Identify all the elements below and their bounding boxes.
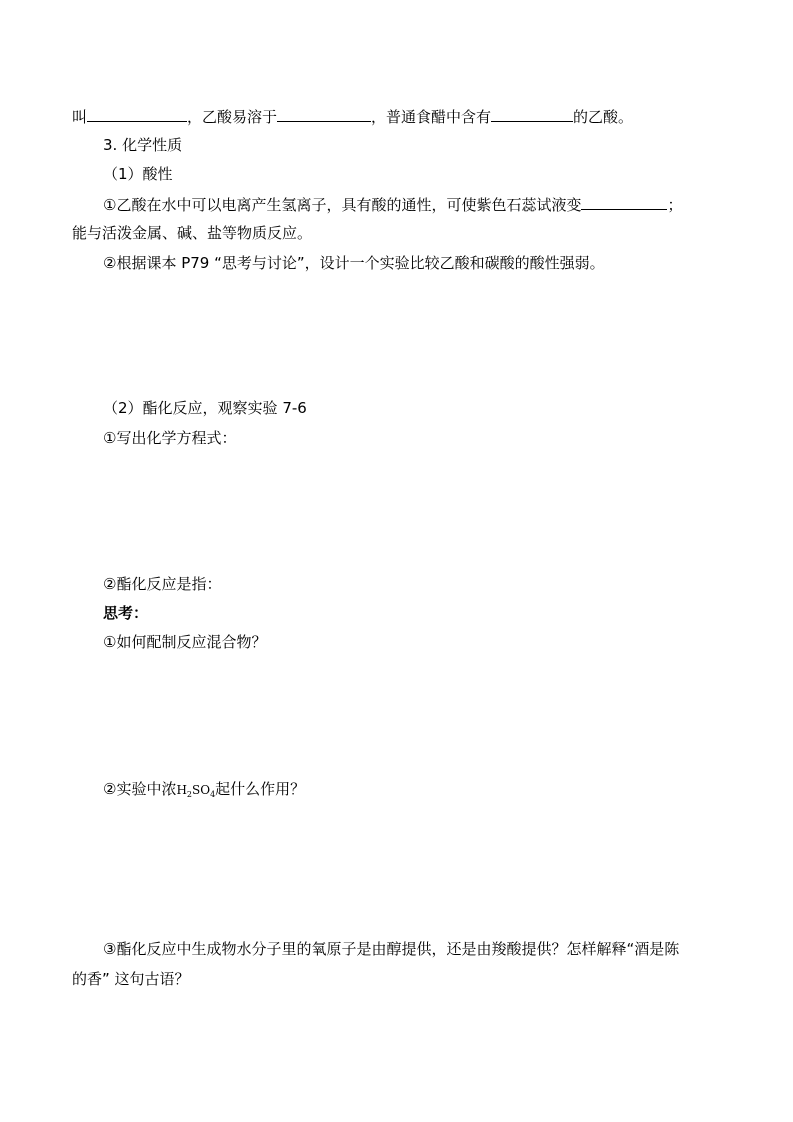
text-soluble: ，乙酸易溶于 — [187, 108, 278, 126]
text-vinegar: ，普通食醋中含有 — [371, 108, 492, 126]
ester-item-equation: ①写出化学方程式： — [103, 429, 237, 447]
answer-blank-2[interactable] — [277, 106, 371, 122]
formula-so: SO — [192, 783, 211, 797]
question-2 — [103, 779, 305, 805]
question-1: ①如何配制反应混合物？ — [103, 633, 267, 651]
subheading-esterification: （2）酯化反应，观察实验 7-6 — [103, 399, 307, 417]
acidity-item-2: ②根据课本 P79 “思考与讨论”，设计一个实验比较乙酸和碳酸的酸性强弱。 — [103, 254, 605, 272]
acidity-item-1-semicolon: ； — [667, 196, 683, 214]
acidity-item-1-text: ①乙酸在水中可以电离产生氢离子，具有酸的通性，可使紫色石蕊试液变 — [103, 196, 582, 214]
formula-sub-2: 2 — [186, 790, 193, 799]
answer-blank-1[interactable] — [87, 106, 187, 122]
answer-blank-3[interactable] — [491, 106, 573, 122]
answer-blank-4[interactable] — [581, 194, 667, 210]
think-label: 思考： — [103, 604, 149, 622]
question-3-line-2: 的香” 这句古语？ — [72, 970, 190, 988]
section-heading-chemical-properties: 3. 化学性质 — [103, 136, 183, 154]
text-jiao: 叫 — [72, 108, 88, 126]
acidity-item-1 — [103, 194, 682, 215]
ester-item-definition: ②酯化反应是指： — [103, 575, 222, 593]
subheading-acidity: （1）酸性 — [103, 165, 173, 183]
formula-sub-4: 4 — [210, 790, 216, 799]
fill-blank-line — [72, 106, 633, 127]
question-2-suffix: 起什么作用？ — [215, 780, 306, 798]
formula-h: H — [176, 783, 187, 797]
text-acetic: 的乙酸。 — [573, 108, 634, 126]
question-3-line-1: ③酯化反应中生成物水分子里的氧原子是由醇提供，还是由羧酸提供？怎样解释“酒是陈 — [103, 940, 680, 958]
sulfuric-acid-formula — [176, 783, 215, 797]
acidity-item-1-continuation: 能与活泼金属、碱、盐等物质反应。 — [72, 224, 313, 242]
question-2-prefix: ②实验中浓 — [103, 780, 177, 798]
